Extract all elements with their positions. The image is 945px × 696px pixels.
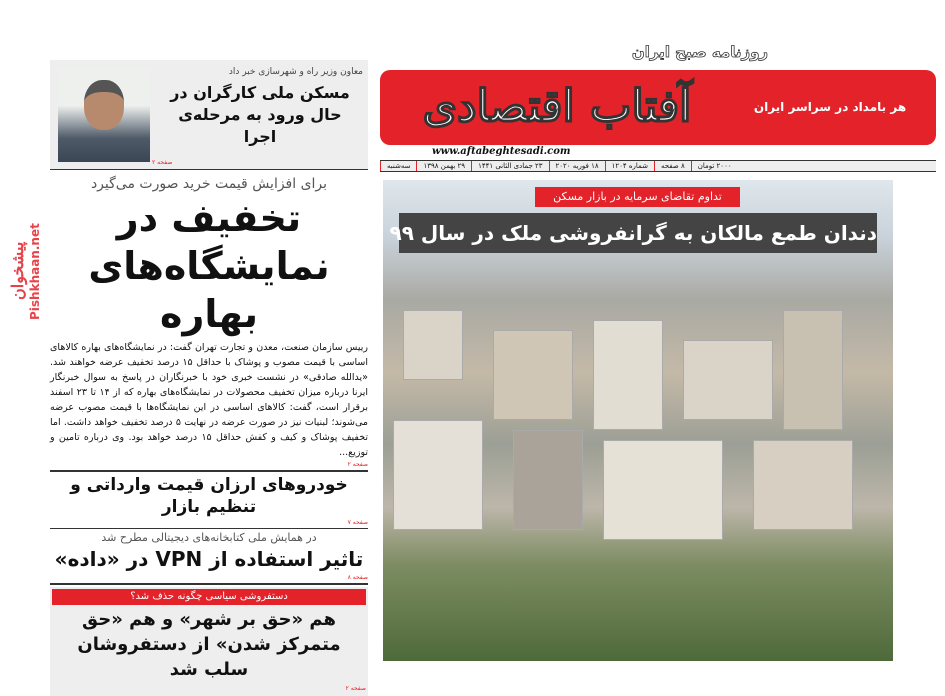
story2-body: رییس سازمان صنعت، معدن و تجارت تهران گفت: در نمایشگاه‌های بهاره کالاهای اساسی با قیمت مصوب و پوشاک با حداقل ۱۵ درصد تخفیف عرضه خواهند شد. «یدالله صادقی» در نشست خبری خود با خبرنگاران در پاسخ به سوال خبرنگار ایرنا درباره میزان تخفیف محصولات در نمایشگاه‌های بهاره که از ۱۴ تا ۲۳ اسفند برقرار است، گفت: کالاهای اساسی در این نمایشگاه‌ها با قیمت مصوب عرضه می‌شوند؛ لبنیات نیز در صورت عرضه در نهایت ۵ درصد تخفیف خواهد داشت. اما تخفیف پوشاک و کیف و کفش حداقل ۱۵ درصد خواهد بود. وی درباره تامین و توزیع... bbox=[50, 342, 369, 458]
masthead-subtitle: روزنامه صبح ایران bbox=[631, 43, 769, 61]
newspaper-logo: آفتاب اقتصادی bbox=[422, 81, 692, 132]
story5-kicker: دستفروشی سیاسی چگونه حذف شد؟ bbox=[52, 589, 366, 605]
dateline-price: ۲۰۰۰ تومان bbox=[691, 161, 738, 171]
dateline-issue: شماره ۱۲۰۴ bbox=[605, 161, 654, 171]
story5-box bbox=[50, 587, 368, 696]
dateline bbox=[380, 160, 936, 172]
story5-headline[interactable]: هم «حق بر شهر» و هم «حق متمرکز شدن» از دستفروشان سلب شد bbox=[77, 608, 341, 680]
portrait-face bbox=[84, 80, 124, 130]
dateline-pages: ۸ صفحه bbox=[654, 161, 691, 171]
dateline-day: سه‌شنبه bbox=[380, 161, 416, 171]
lead-kicker: تداوم تقاضای سرمایه در بازار مسکن bbox=[535, 187, 740, 207]
masthead-slogan: هر بامداد در سراسر ایران bbox=[753, 100, 907, 114]
story4-page-ref: صفحه ۸ bbox=[347, 574, 368, 581]
story2-kicker: برای افزایش قیمت خرید صورت می‌گیرد bbox=[90, 176, 328, 192]
divider bbox=[50, 470, 368, 472]
website-url[interactable]: www.aftabeghtesadi.com bbox=[432, 146, 571, 157]
story2-headline[interactable]: تخفیف در نمایشگاه‌های بهاره bbox=[88, 196, 330, 336]
dateline-lunar-date: ۲۳ جمادی الثانی ۱۴۴۱ bbox=[471, 161, 548, 171]
lead-headline[interactable]: دندان طمع مالکان به گرانفروشی ملک در سال ۹۹ bbox=[399, 213, 877, 253]
watermark-url: Pishkhaan.net bbox=[28, 223, 42, 320]
story4-headline[interactable]: تاثیر استفاده از VPN در «داده» bbox=[54, 547, 364, 571]
story3-page-ref: صفحه ۷ bbox=[347, 518, 368, 526]
dateline-gregorian-date: ۱۸ فوریه ۲۰۲۰ bbox=[549, 161, 605, 171]
box-page-ref: صفحه ۲ bbox=[152, 159, 173, 166]
divider bbox=[50, 528, 368, 530]
story2-page-ref: صفحه ۲ bbox=[347, 461, 368, 468]
divider bbox=[50, 583, 368, 585]
left-column bbox=[50, 174, 368, 696]
dateline-solar-date: ۲۹ بهمن ۱۳۹۸ bbox=[416, 161, 471, 171]
watermark-logo: پیشخوان bbox=[8, 241, 27, 300]
story4-kicker: در همایش ملی کتابخانه‌های دیجیتالی مطرح شد bbox=[101, 531, 317, 544]
box-kicker: معاون وزیر راه و شهرسازی خبر داد bbox=[228, 67, 363, 77]
box-headline[interactable]: مسکن ملی کارگران در حال ورود به مرحله‌ی اجرا bbox=[170, 83, 350, 146]
story3-headline[interactable]: خودروهای ارزان قیمت وارداتی و تنظیم بازار bbox=[70, 474, 348, 517]
story5-page-ref: صفحه ۲ bbox=[345, 684, 366, 692]
